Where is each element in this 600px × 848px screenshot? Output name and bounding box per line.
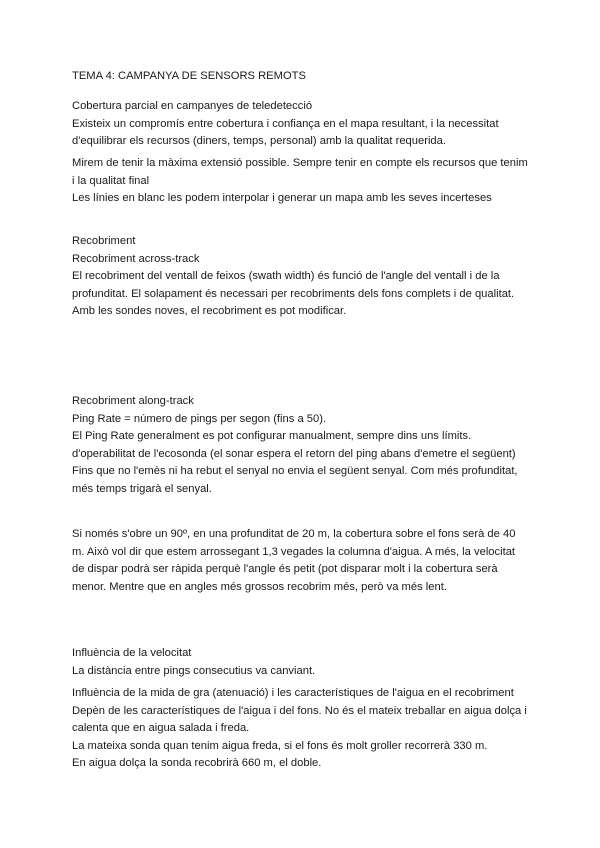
subsection-heading: Recobriment along-track (72, 395, 194, 407)
paragraph-angle-90 (72, 526, 542, 596)
text-line: profunditat. El solapament és necessari per recobriments dels fons complets i de qualitat. (72, 287, 515, 300)
section-heading: Cobertura parcial en campanyes de teledetecció (72, 100, 313, 112)
text-line: i la qualitat final (72, 174, 150, 187)
text-line: més temps trigarà el senyal. (72, 482, 212, 495)
section-heading: Influència de la mida de gra (atenuació) i les característiques de l'aigua en el recobriment (72, 687, 514, 699)
text-line: de dispar podrà ser ràpida perquè l'angle és petit (pot disparar molt i la cobertura serà (72, 563, 498, 575)
text-line: calenta que en aigua salada i freda. (72, 722, 250, 734)
paragraph-influencia-velocitat (72, 645, 542, 680)
text-line: Les línies en blanc les podem interpolar i generar un mapa amb les seves incerteses (72, 192, 492, 204)
title-text: TEMA 4: CAMPANYA DE SENSORS REMOTS (72, 70, 306, 82)
text-line: Si només s'obre un 90º, en una profunditat de 20 m, la cobertura sobre el fons serà de 40 (72, 528, 516, 540)
paragraph-recobriment-along-track (72, 393, 542, 498)
subsection-heading: Recobriment across-track (72, 252, 200, 265)
text-line: Mirem de tenir la màxima extensió possible. Sempre tenir en compte els recursos que tenim (72, 157, 528, 169)
section-heading: Recobriment (72, 235, 136, 247)
text-line: Fins que no l'emès ni ha rebut el senyal no envia el següent senyal. Com més profunditat, (72, 465, 518, 477)
text-line: El recobriment del ventall de feixos (swath width) és funció de l'angle del ventall i de la (72, 270, 500, 282)
text-line: El Ping Rate generalment es pot configurar manualment, sempre dins uns límits. (72, 430, 472, 442)
paragraph-cobertura-parcial (72, 98, 542, 151)
text-line: La distància entre pings consecutius va canviant. (72, 664, 316, 677)
text-line: d'operabilitat de l'ecosonda (el sonar espera el retorn del ping abans d'emetre el següent) (72, 447, 516, 460)
text-line: Ping Rate = número de pings per segon (fins a 50). (72, 412, 327, 425)
text-line: Existeix un compromís entre cobertura i confiança en el mapa resultant, i la necessitat (72, 117, 499, 130)
text-line: m. Això vol dir que estem arrossegant 1,3 vegades la columna d'aigua. A més, la velocitat (72, 545, 516, 558)
text-line: Depèn de les característiques de l'aigua i del fons. No és el mateix treballar en aigua dolça i (72, 704, 527, 717)
paragraph-recobriment-across-track (72, 233, 542, 321)
paragraph-maxima-extensio (72, 155, 542, 208)
paragraph-influencia-mida-gra (72, 685, 542, 773)
text-line: d'equilibrar els recursos (diners, temps, personal) amb la qualitat requerida. (72, 135, 446, 147)
text-line: La mateixa sonda quan tenim aigua freda, si el fons és molt groller recorrerà 330 m. (72, 739, 488, 752)
text-line: En aigua dolça la sonda recobrirà 660 m, el doble. (72, 757, 322, 769)
text-line: menor. Mentre que en angles més grossos recobrim més, però va més lent. (72, 580, 447, 593)
section-heading: Influència de la velocitat (72, 647, 192, 659)
text-line: Amb les sondes noves, el recobriment es pot modificar. (72, 305, 347, 317)
document-title (72, 68, 542, 86)
